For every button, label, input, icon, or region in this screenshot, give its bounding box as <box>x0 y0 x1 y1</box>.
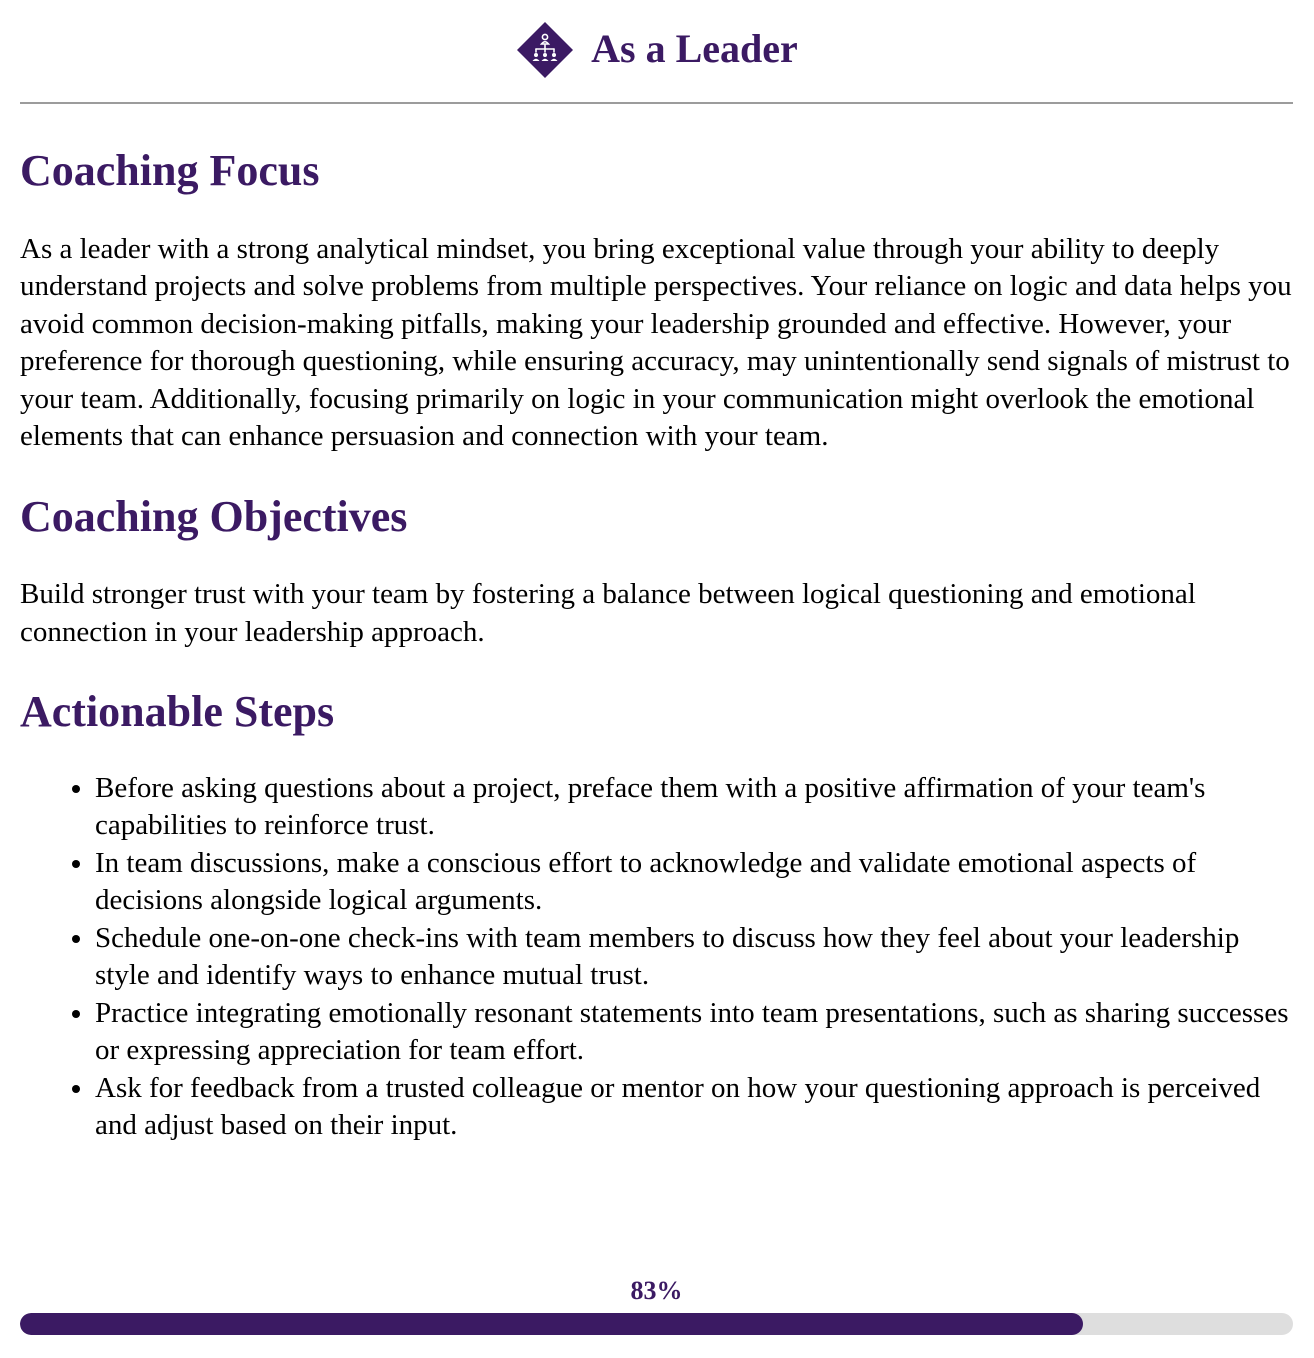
progress-section <box>20 1276 1293 1335</box>
actionable-steps-list <box>20 770 1293 1145</box>
page-title: As a Leader <box>591 26 798 71</box>
progress-label: 83% <box>630 1276 683 1305</box>
leader-hierarchy-icon <box>515 20 575 80</box>
list-item: • Before asking questions about a project, preface them with a positive affirmation of your team's capabilities to reinforce trust. <box>95 770 1293 845</box>
progress-bar <box>20 1313 1293 1335</box>
coaching-focus-heading: Coaching Focus <box>20 146 320 195</box>
coaching-objectives-text: Build stronger trust with your team by fostering a balance between logical questioning and emotional connection in your leadership approach. <box>20 578 1196 648</box>
list-item: • Ask for feedback from a trusted colleague or mentor on how your questioning approach is perceived and adjust based on their input. <box>95 1070 1293 1145</box>
list-item: • In team discussions, make a conscious effort to acknowledge and validate emotional aspects of decisions alongside logical arguments. <box>95 845 1293 920</box>
page-header <box>20 0 1293 100</box>
header-divider <box>20 102 1293 104</box>
progress-bar-fill <box>20 1313 1083 1335</box>
coaching-focus-text: As a leader with a strong analytical mindset, you bring exceptional value through your ability to deeply understand projects and solve problems from multiple perspectives. Your reliance on logic and data helps you avoid common decision-making pitfalls, making your leadership grounded and effective. However, your preference for thorough questioning, while ensuring accuracy, may unintentionally send signals of mistrust to your team. Additionally, focusing primarily on logic in your communication might overlook the emotional elements that can enhance persuasion and connection with your team. <box>20 232 1292 453</box>
actionable-steps-heading: Actionable Steps <box>20 687 335 737</box>
page-content <box>20 0 1293 1145</box>
list-item: • Schedule one-on-one check-ins with team members to discuss how they feel about your leadership style and identify ways to enhance mutual trust. <box>95 920 1293 995</box>
list-item: • Practice integrating emotionally resonant statements into team presentations, such as sharing successes or expressing appreciation for team effort. <box>95 995 1293 1070</box>
coaching-objectives-heading: Coaching Objectives <box>20 491 408 541</box>
